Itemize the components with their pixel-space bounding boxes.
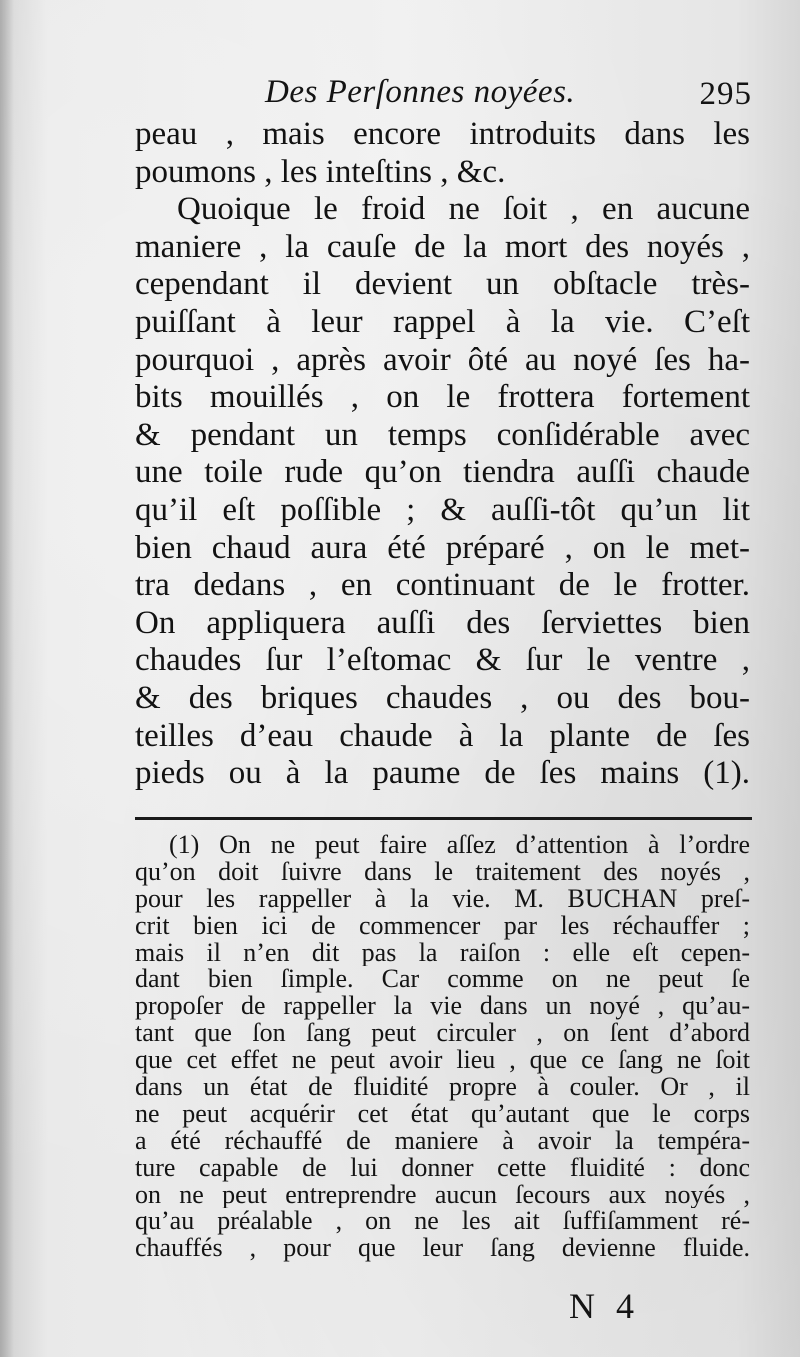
text-line: Quoique le froid ne ſoit , en aucune — [177, 191, 750, 228]
text-line: peau , mais encore introduits dans les — [135, 116, 750, 152]
footnote-line: (1) On ne peut faire aſſez d’attention à l’ordre — [169, 832, 750, 859]
footnote-line: propoſer de rappeller la vie dans un noyé , qu’au- — [135, 993, 750, 1021]
footnote-line: tant que ſon ſang peut circuler , on ſent d’abord — [135, 1020, 750, 1048]
footnote-line: qu’au préalable , on ne les ait ſuffiſamment ré- — [135, 1208, 750, 1236]
footnote-line: dant bien ſimple. Car comme on ne peut ſe — [135, 966, 750, 994]
main-text-block — [135, 116, 750, 793]
text-line: chaudes ſur l’eſtomac & ſur le ventre , — [135, 642, 750, 679]
footnote-line: ne peut acquérir cet état qu’autant que le corps — [135, 1100, 750, 1128]
footnote-block — [135, 832, 750, 1262]
footnote-divider — [135, 817, 752, 820]
text-line: cependant il devient un obſtacle très- — [135, 266, 750, 303]
text-line: On appliquera auſſi des ſerviettes bien — [135, 604, 750, 641]
footnote-line: qu’on doit ſuivre dans le traitement des noyés , — [135, 858, 750, 886]
text-line: tra dedans , en continuant de le frotter. — [135, 567, 750, 604]
text-line: une toile rude qu’on tiendra auſſi chaude — [135, 454, 750, 491]
footnote-line: ture capable de lui donner cette fluidité : donc — [135, 1154, 750, 1182]
footnote-line: a été réchauffé de maniere à avoir la tempéra- — [135, 1127, 750, 1155]
footnote-line: crit bien ici de commencer par les réchauffer ; — [135, 912, 750, 940]
text-line: poumons , les inteſtins , &c. — [135, 153, 506, 190]
text-line: teilles d’eau chaude à la plante de ſes — [135, 717, 750, 754]
text-line: pieds ou à la paume de ſes mains (1). — [135, 755, 750, 792]
text-line: puiſſant à leur rappel à la vie. C’eſt — [135, 303, 750, 340]
footnote-line: dans un état de fluidité propre à couler. Or , il — [135, 1074, 750, 1101]
footnote-line: mais il n’en dit pas la raiſon : elle eſt cepen- — [135, 939, 750, 967]
text-line: bien chaud aura été préparé , on le met- — [135, 529, 750, 566]
footnote-line: pour les rappeller à la vie. M. BUCHAN preſ- — [135, 885, 750, 913]
text-line: & des briques chaudes , ou des bou- — [135, 679, 750, 716]
footnote-line: que cet effet ne peut avoir lieu , que ce ſang ne ſoit — [135, 1047, 750, 1075]
text-line: qu’il eſt poſſible ; & auſſi-tôt qu’un lit — [135, 491, 750, 528]
running-title: Des Perſonnes noyées. — [265, 74, 576, 110]
page-number: 295 — [699, 76, 752, 112]
signature-mark: N 4 — [569, 1286, 640, 1326]
running-head — [135, 74, 752, 118]
text-line: pourquoi , après avoir ôté au noyé ſes ha- — [135, 341, 750, 378]
footnote-line: chauffés , pour que leur ſang devienne fluide. — [135, 1235, 750, 1263]
text-line: bits mouillés , on le frottera fortement — [135, 379, 750, 416]
text-line: & pendant un temps conſidérable avec — [135, 416, 750, 453]
text-line: maniere , la cauſe de la mort des noyés , — [135, 228, 750, 265]
footnote-line: on ne peut entreprendre aucun ſecours aux noyés , — [135, 1181, 750, 1209]
